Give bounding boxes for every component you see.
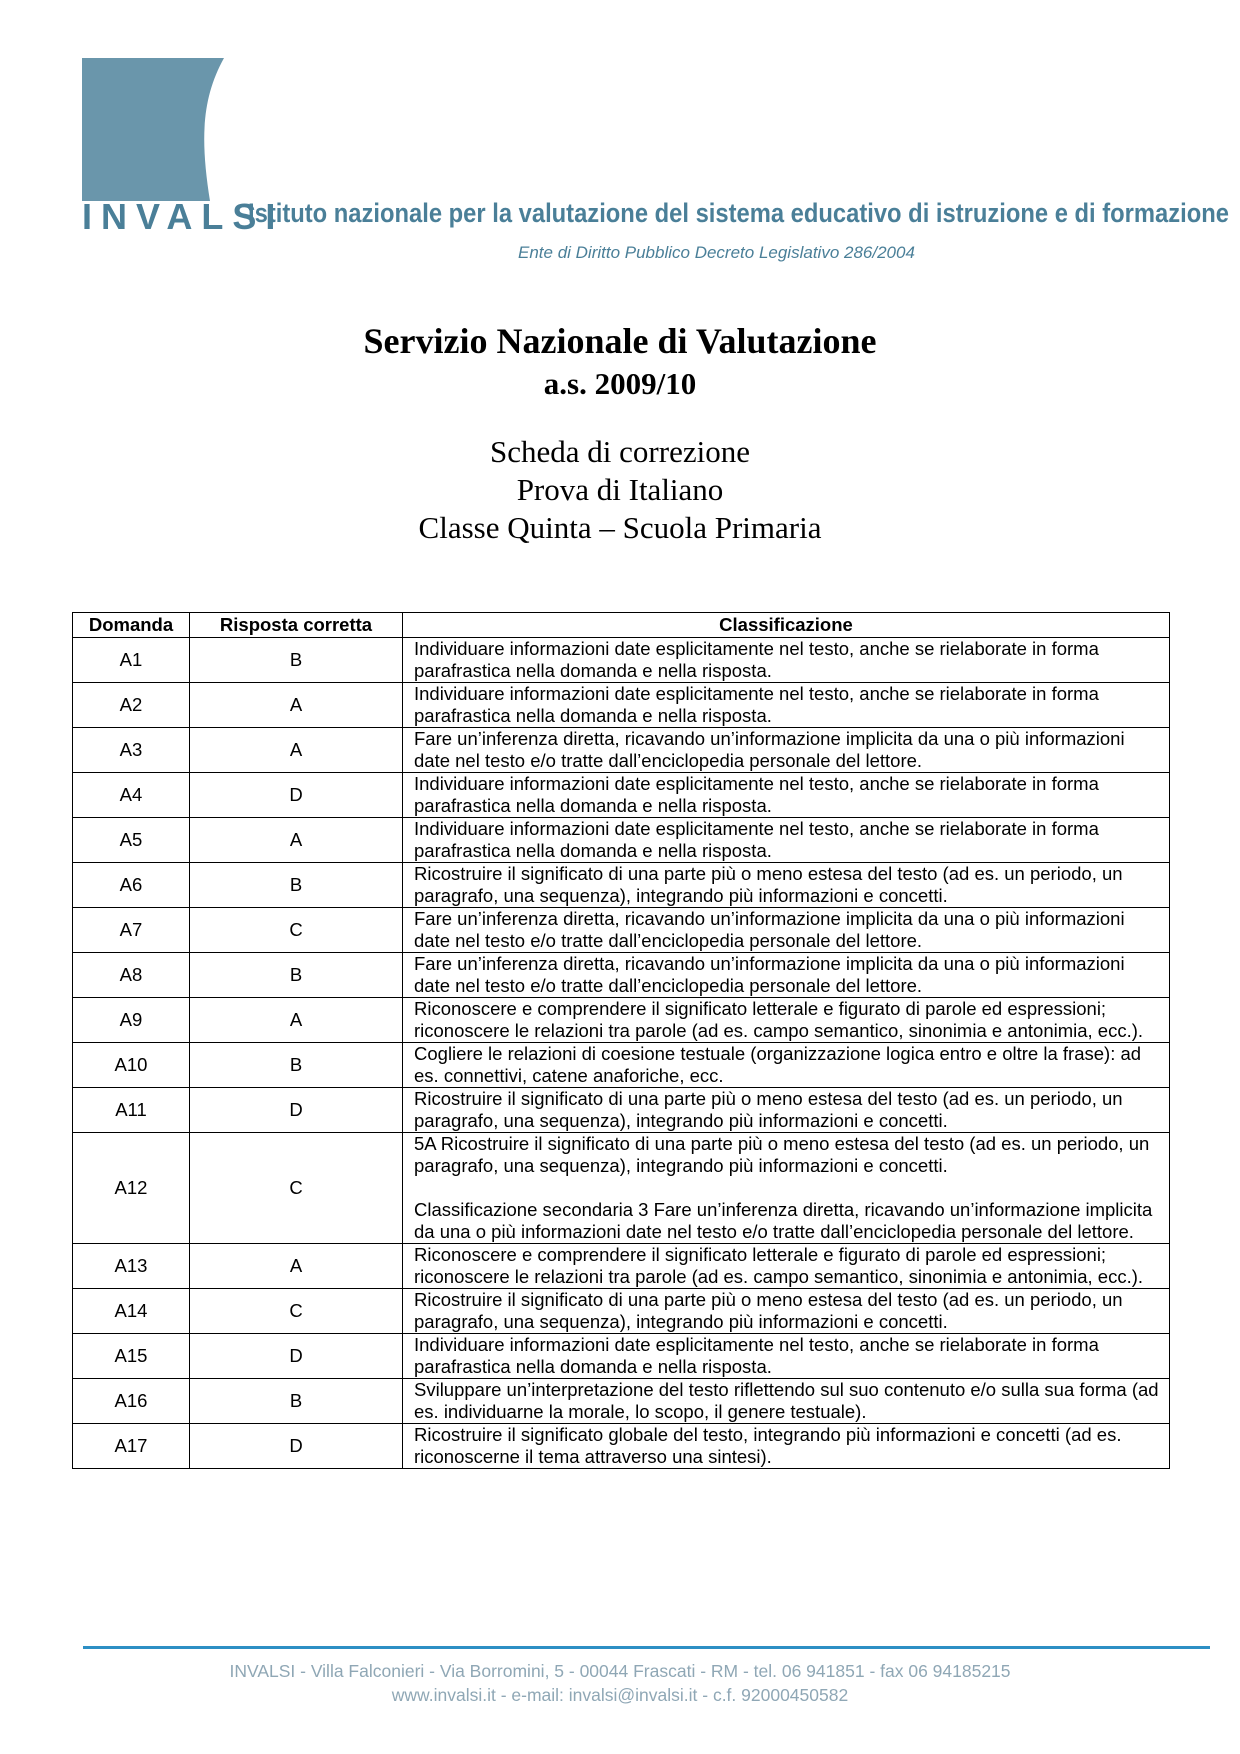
classification [403, 863, 1170, 908]
correct-answer: C [190, 1133, 403, 1244]
question-id: A11 [73, 1088, 190, 1133]
question-id: A16 [73, 1379, 190, 1424]
logo-wordmark: INVALSI [82, 196, 285, 237]
correct-answer: A [190, 998, 403, 1043]
table-row [73, 863, 1170, 908]
question-id: A7 [73, 908, 190, 953]
correct-answer: B [190, 953, 403, 998]
question-id: A12 [73, 1133, 190, 1244]
correct-answer: C [190, 908, 403, 953]
classification-text: Cogliere le relazioni di coesione testuale (organizzazione logica entro e oltre la frase): ad es. connettivi, catene anaforiche, ecc. [414, 1043, 1142, 1086]
page-title: Servizio Nazionale di Valutazione [363, 321, 877, 361]
footer-contacts: www.invalsi.it - e-mail: invalsi@invalsi.it - c.f. 92000450582 [391, 1685, 849, 1705]
table-row [73, 773, 1170, 818]
question-id: A1 [73, 638, 190, 683]
correct-answer: A [190, 683, 403, 728]
correct-answer: A [190, 1244, 403, 1289]
question-id: A3 [73, 728, 190, 773]
invalsi-logo [82, 58, 224, 201]
correct-answer: C [190, 1289, 403, 1334]
question-id: A14 [73, 1289, 190, 1334]
classification [403, 728, 1170, 773]
classification [403, 1379, 1170, 1424]
question-id: A6 [73, 863, 190, 908]
table-row [73, 1379, 1170, 1424]
question-id: A2 [73, 683, 190, 728]
classification [403, 1289, 1170, 1334]
table-row [73, 998, 1170, 1043]
table-header-row [73, 613, 1170, 638]
table-row [73, 728, 1170, 773]
correct-answer: D [190, 1424, 403, 1469]
question-id: A17 [73, 1424, 190, 1469]
institute-name: Istituto nazionale per la valutazione del sistema educativo di istruzione e di formazione [248, 198, 1229, 228]
correct-answer: B [190, 1379, 403, 1424]
table-row [73, 638, 1170, 683]
classification-text: 5A Ricostruire il significato di una parte più o meno estesa del testo (ad es. un periodo, un paragrafo, una sequenza), integrando più informazioni e concetti. [414, 1133, 1150, 1176]
institute-subtitle: Ente di Diritto Pubblico Decreto Legislativo 286/2004 [518, 243, 915, 262]
question-id: A9 [73, 998, 190, 1043]
header-domanda: Domanda [73, 613, 190, 638]
classification-text: Individuare informazioni date esplicitamente nel testo, anche se rielaborate in forma parafrastica nella domanda e nella risposta. [414, 818, 1099, 861]
correct-answer: B [190, 638, 403, 683]
classification [403, 998, 1170, 1043]
classification-gap [414, 1177, 1163, 1199]
classification [403, 1133, 1170, 1244]
classification-text: Fare un’inferenza diretta, ricavando un’informazione implicita da una o più informazioni date nel testo e/o tratte dall’enciclopedia personale del lettore. [414, 908, 1125, 951]
classification-text: Riconoscere e comprendere il significato letterale e figurato di parole ed espressioni; riconoscere le relazioni tra parole (ad es. campo semantico, sinonimia e antonimia, ecc.). [414, 998, 1144, 1041]
secondary-classification-text: Classificazione secondaria 3 Fare un’inferenza diretta, ricavando un’informazione implicita da una o più informazioni date nel testo e/o tratte dall’enciclopedia personale del lettore. [414, 1199, 1153, 1242]
classification-text: Ricostruire il significato di una parte più o meno estesa del testo (ad es. un periodo, un paragrafo, una sequenza), integrando più informazioni e concetti. [414, 863, 1123, 906]
header-risposta: Risposta corretta [190, 613, 403, 638]
question-id: A13 [73, 1244, 190, 1289]
classification [403, 1088, 1170, 1133]
table-row [73, 908, 1170, 953]
table-row [73, 683, 1170, 728]
classification [403, 1424, 1170, 1469]
correct-answer: D [190, 773, 403, 818]
question-id: A8 [73, 953, 190, 998]
classification-text: Ricostruire il significato di una parte più o meno estesa del testo (ad es. un periodo, un paragrafo, una sequenza), integrando più informazioni e concetti. [414, 1088, 1123, 1131]
classification-text: Individuare informazioni date esplicitamente nel testo, anche se rielaborate in forma parafrastica nella domanda e nella risposta. [414, 773, 1099, 816]
table-row [73, 1133, 1170, 1244]
classification [403, 1244, 1170, 1289]
header-classificazione: Classificazione [403, 613, 1170, 638]
footer-rule [83, 1646, 1210, 1649]
classification [403, 818, 1170, 863]
classification [403, 1043, 1170, 1088]
footer-address: INVALSI - Villa Falconieri - Via Borromini, 5 - 00044 Frascati - RM - tel. 06 941851 - fax 06 94185215 [229, 1661, 1011, 1681]
question-id: A15 [73, 1334, 190, 1379]
classification [403, 1334, 1170, 1379]
table-row [73, 1244, 1170, 1289]
correct-answer: D [190, 1334, 403, 1379]
classification-text: Ricostruire il significato di una parte più o meno estesa del testo (ad es. un periodo, un paragrafo, una sequenza), integrando più informazioni e concetti. [414, 1289, 1123, 1332]
table-row [73, 1334, 1170, 1379]
answers-table [72, 612, 1170, 1469]
correct-answer: A [190, 818, 403, 863]
classification [403, 773, 1170, 818]
question-id: A10 [73, 1043, 190, 1088]
table-row [73, 1289, 1170, 1334]
classification-text: Riconoscere e comprendere il significato letterale e figurato di parole ed espressioni; riconoscere le relazioni tra parole (ad es. campo semantico, sinonimia e antonimia, ecc.). [414, 1244, 1144, 1287]
classification [403, 638, 1170, 683]
question-id: A5 [73, 818, 190, 863]
table-row [73, 1043, 1170, 1088]
table-row [73, 818, 1170, 863]
classification [403, 908, 1170, 953]
classification [403, 683, 1170, 728]
classification-text: Ricostruire il significato globale del testo, integrando più informazioni e concetti (ad es. riconoscerne il tema attraverso una sintesi). [414, 1424, 1122, 1467]
correct-answer: B [190, 863, 403, 908]
correct-answer: D [190, 1088, 403, 1133]
table-row [73, 1088, 1170, 1133]
classification-text: Individuare informazioni date esplicitamente nel testo, anche se rielaborate in forma parafrastica nella domanda e nella risposta. [414, 1334, 1099, 1377]
school-year: a.s. 2009/10 [543, 366, 697, 401]
subtitle-scheda: Scheda di correzione [490, 434, 750, 469]
subtitle-classe: Classe Quinta – Scuola Primaria [418, 510, 822, 545]
classification-text: Fare un’inferenza diretta, ricavando un’informazione implicita da una o più informazioni date nel testo e/o tratte dall’enciclopedia personale del lettore. [414, 728, 1125, 771]
correct-answer: B [190, 1043, 403, 1088]
classification-text: Individuare informazioni date esplicitamente nel testo, anche se rielaborate in forma parafrastica nella domanda e nella risposta. [414, 683, 1099, 726]
table-row [73, 953, 1170, 998]
table-row [73, 1424, 1170, 1469]
correct-answer: A [190, 728, 403, 773]
classification-text: Fare un’inferenza diretta, ricavando un’informazione implicita da una o più informazioni date nel testo e/o tratte dall’enciclopedia personale del lettore. [414, 953, 1125, 996]
classification [403, 953, 1170, 998]
subtitle-prova: Prova di Italiano [516, 472, 724, 507]
classification-text: Sviluppare un’interpretazione del testo riflettendo sul suo contenuto e/o sulla sua forma (ad es. individuarne la morale, lo scopo, il genere testuale). [414, 1379, 1159, 1422]
classification-text: Individuare informazioni date esplicitamente nel testo, anche se rielaborate in forma parafrastica nella domanda e nella risposta. [414, 638, 1099, 681]
question-id: A4 [73, 773, 190, 818]
